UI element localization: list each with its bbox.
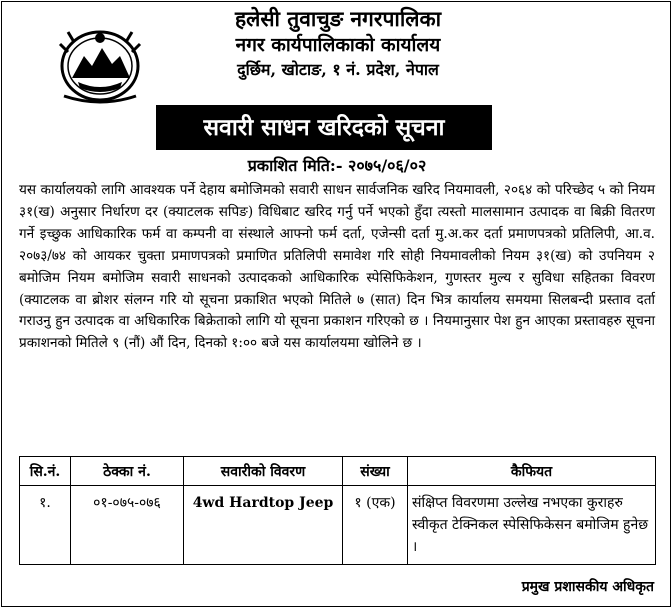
office-address: दुर्छिम, खोटाङ, १ नं. प्रदेश, नेपाल — [237, 60, 439, 79]
cell-remarks: संक्षिप्त विवरणमा उल्लेख नभएका कुराहरु स्वीकृत टेक्निकल स्पेसिफिकेसन बमोजिम हुनेछ । — [408, 486, 656, 565]
municipality-emblem-icon — [54, 22, 146, 106]
cell-vehicle-description: 4wd Hardtop Jeep — [184, 486, 343, 565]
cell-serial: १. — [20, 486, 71, 565]
header-remarks: कैफियत — [408, 457, 656, 486]
published-label: प्रकाशित मिति:- — [247, 156, 343, 175]
notice-page — [1, 1, 671, 607]
cell-quantity: १ (एक) — [343, 486, 408, 565]
published-date-line — [2, 154, 672, 178]
vehicle-table — [19, 456, 656, 565]
notice-title: सवारी साधन खरिदको सूचना — [156, 105, 492, 150]
header-contract-no: ठेक्का नं. — [71, 457, 184, 486]
table-row — [20, 486, 656, 565]
header-quantity: संख्या — [343, 457, 408, 486]
cell-contract-no: ०१-०७५-०७६ — [71, 486, 184, 565]
signatory-title: प्रमुख प्रशासकीय अधिकृत — [521, 579, 654, 595]
published-date: २०७५/०६/०२ — [348, 156, 427, 175]
office-header — [152, 6, 524, 82]
header-vehicle-description: सवारीको विवरण — [184, 457, 343, 486]
notice-body: यस कार्यालयको लागि आवश्यक पर्ने देहाय बमोजिमको सवारी साधन सार्वजनिक खरिद नियमावली, २०६४ को परिच्छेद ५ को नियम ३१(ख) अनुसार निर्धारण दर (क्याटलक सपिङ) विधिबाट खरिद गर्नु पर्ने भएको हुँदा त्यस्तो मालसामान उत्पादक वा बिक्री वितरण गर्ने इच्छुक आधिकारिक फर्म वा कम्पनी वा संस्थाले आफ्नो फर्म दर्ता, एजेन्सी दर्ता मु.अ.कर दर्ता प्रमाणपत्रको प्रतिलिपी, आ.व. २०७३/७४ को आयकर चुक्ता प्रमाणपत्रको प्रमाणित प्रतिलिपी समावेश गरि सोही नियमावलीको नियम ३१(ख) को उपनियम २ बमोजिम नियम बमोजिम सवारी साधनको उत्पादकको आधिकारिक स्पेसिफिकेशन, गुणस्तर मुल्य र सुविधा सहितका विवरण (क्याटलक वा ब्रोशर संलग्न गरि यो सूचना प्रकाशित भएको मितिले ७ (सात) दिन भित्र कार्यालय समयमा सिलबन्दी प्रस्ताव दर्ता गराउनु हुन उत्पादक वा अधिकारिक बिक्रेताको लागि यो सूचना प्रकाशन गरिएको छ । नियमानुसार पेश हुन आएका प्रस्तावहरु सूचना प्रकाशनको मितिले ९ (नौं) औं दिन, दिनको १:०० बजे यस कार्यालयमा खोलिने छ । — [19, 182, 655, 352]
table-header-row — [20, 457, 656, 486]
office-subtitle: नगर कार्यपालिकाको कार्यालय — [235, 34, 441, 56]
office-name: हलेसी तुवाचुङ नगरपालिका — [234, 6, 442, 31]
header-serial: सि.नं. — [20, 457, 71, 486]
